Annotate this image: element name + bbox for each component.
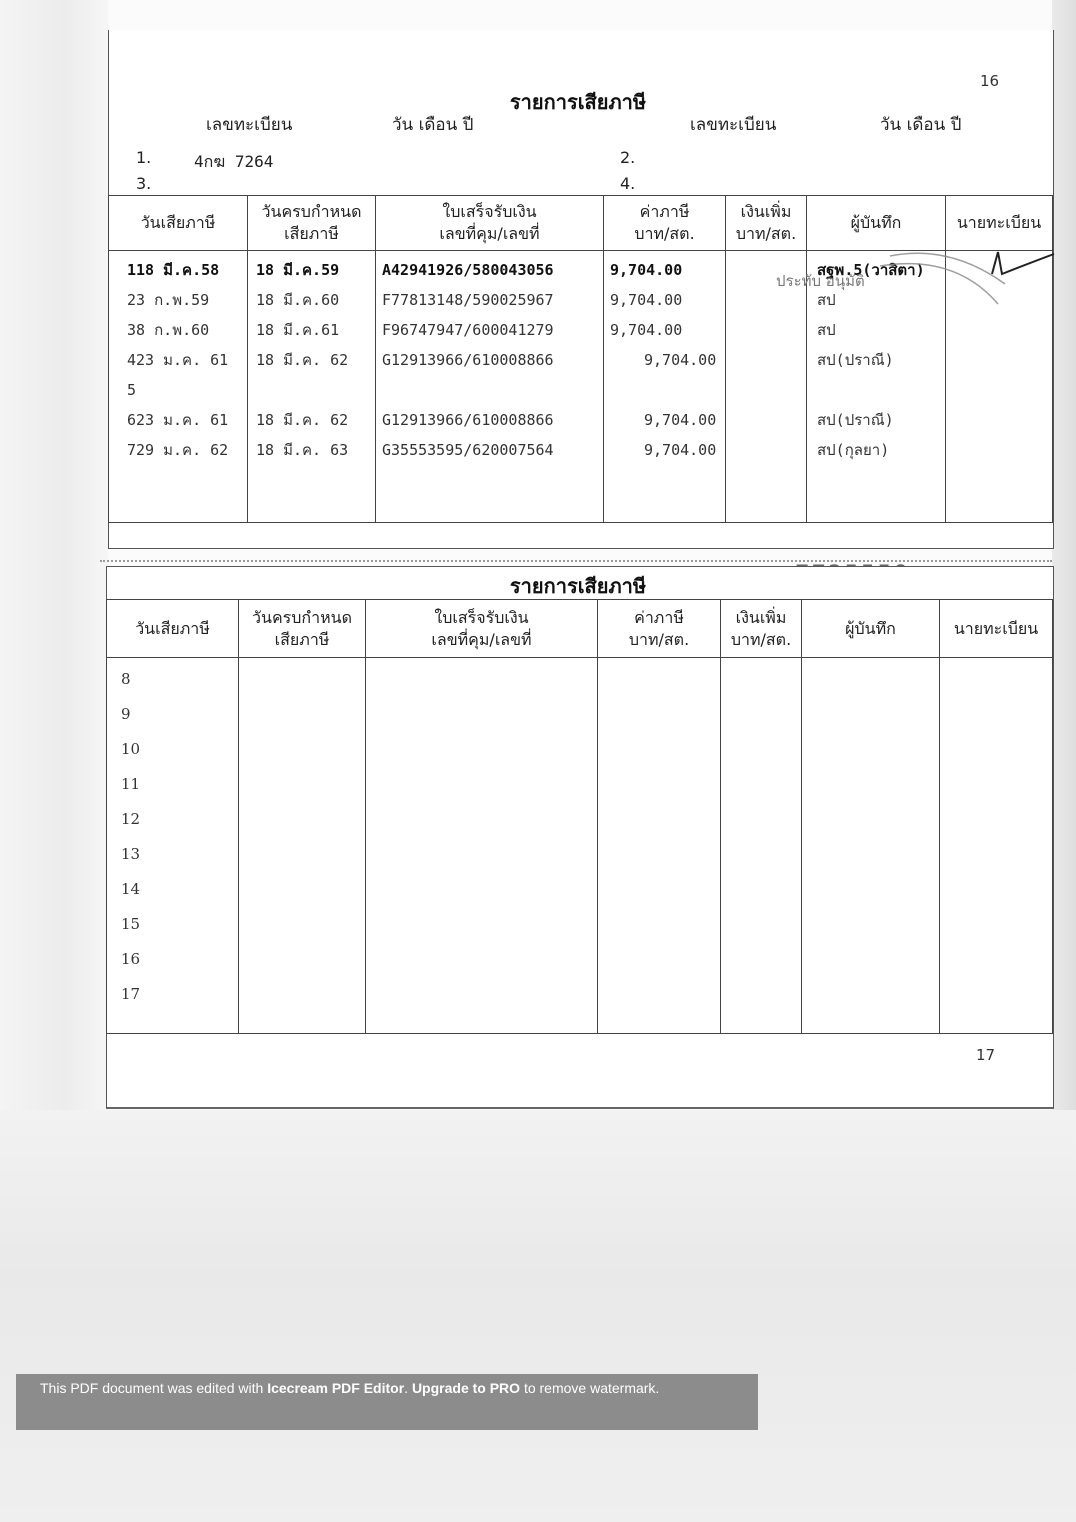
- tax-cell: 9,704.00: [644, 411, 717, 429]
- receipt-column: [376, 251, 603, 465]
- watermark-suffix: to remove watermark.: [520, 1380, 660, 1396]
- reg-label-1: เลขทะเบียน: [206, 115, 293, 135]
- recorder-cell: [817, 375, 945, 405]
- col-header-registrar: นายทะเบียน: [940, 600, 1053, 658]
- due-cell: 18 มี.ค. 62: [256, 351, 349, 369]
- stamp-text: ประทับ อนุมัติ: [776, 272, 865, 290]
- receipt-cell: F77813148/590025967: [382, 291, 554, 309]
- watermark-middle: .: [404, 1380, 412, 1396]
- col-header-receipt: ใบเสร็จรับเงิน เลขที่คุม/เลขที่: [366, 600, 598, 658]
- reg-entry-num-4: 4.: [620, 174, 636, 193]
- tax-cell: 9,704.00: [610, 321, 683, 339]
- due-date-column: [248, 251, 375, 465]
- registrar-cell: [946, 431, 1052, 461]
- row-number: 12: [121, 810, 141, 828]
- col-header-recorder: ผู้บันทึก: [807, 196, 946, 251]
- registrar-cell: [946, 371, 1052, 401]
- tax-cell: 9,704.00: [610, 261, 683, 279]
- watermark-upgrade-link[interactable]: Upgrade to PRO: [411, 1380, 521, 1396]
- col-header-extra: เงินเพิ่ม บาท/สต.: [726, 196, 807, 251]
- registrar-cell: [946, 401, 1052, 431]
- tax-cell: 9,704.00: [644, 441, 717, 459]
- table-body-row: [107, 658, 1053, 1034]
- recorder-cell: สป(กุลยา): [817, 441, 890, 459]
- editor-watermark-banner[interactable]: [16, 1374, 758, 1430]
- due-cell: 18 มี.ค.61: [256, 321, 340, 339]
- reg-entry-num-1: 1.: [136, 148, 152, 167]
- col-header-recorder: ผู้บันทึก: [802, 600, 940, 658]
- col-header-tax: ค่าภาษี บาท/สต.: [604, 196, 726, 251]
- paid-cell: 5: [127, 381, 137, 399]
- col-header-paid-date: วันเสียภาษี: [109, 196, 248, 251]
- date-label-1: วัน เดือน ปี: [392, 115, 474, 135]
- row-number: 13: [121, 845, 141, 863]
- watermark-prefix: This PDF document was edited with: [40, 1380, 268, 1396]
- reg-entry-num-2: 2.: [620, 148, 636, 167]
- registrar-cell: [946, 341, 1052, 371]
- receipt-cell: G12913966/610008866: [382, 351, 554, 369]
- scan-background-bottom: [0, 1110, 1076, 1522]
- signature-mark: [988, 248, 1058, 278]
- row-number: 16: [121, 950, 141, 968]
- reg-label-2: เลขทะเบียน: [690, 115, 777, 135]
- extra-cell: [726, 401, 806, 431]
- row-number: 11: [121, 775, 141, 793]
- due-cell: 18 มี.ค.60: [256, 291, 340, 309]
- due-cell: 18 มี.ค.59: [256, 261, 340, 279]
- paid-cell: 23 ก.พ.59: [127, 291, 210, 309]
- extra-cell: [726, 371, 806, 401]
- paid-cell: 118 มี.ค.58: [127, 261, 220, 279]
- col-header-tax: ค่าภาษี บาท/สต.: [598, 600, 721, 658]
- page-number-top: 16: [980, 72, 1000, 90]
- tax-cell: 9,704.00: [644, 351, 717, 369]
- receipt-cell: G12913966/610008866: [382, 411, 554, 429]
- row-number: 8: [121, 670, 131, 688]
- tax-cell: 9,704.00: [610, 291, 683, 309]
- due-cell: 18 มี.ค. 63: [256, 441, 349, 459]
- extra-cell: [726, 431, 806, 461]
- paid-cell: 423 ม.ค. 61: [127, 351, 229, 369]
- reg-entry-value-1: 4กฆ 7264: [194, 152, 274, 171]
- col-header-receipt: ใบเสร็จรับเงิน เลขที่คุม/เลขที่: [376, 196, 604, 251]
- tax-cell: [610, 375, 725, 405]
- page-number-bottom: 17: [976, 1046, 996, 1064]
- receipt-cell: A42941926/580043056: [382, 261, 554, 279]
- paid-cell: 729 ม.ค. 62: [127, 441, 229, 459]
- page-title-bottom: รายการเสียภาษี: [509, 574, 647, 598]
- recorder-cell: สป: [817, 291, 836, 309]
- receipt-cell: [382, 375, 603, 405]
- table-header-row: [107, 600, 1053, 658]
- row-number: 9: [121, 705, 131, 723]
- paid-date-column: [109, 251, 247, 465]
- extra-cell: [726, 341, 806, 371]
- col-header-paid-date: วันเสียภาษี: [107, 600, 239, 658]
- row-number: 10: [121, 740, 141, 758]
- col-header-due-date: วันครบกำหนด เสียภาษี: [239, 600, 366, 658]
- watermark-product: Icecream PDF Editor: [267, 1380, 405, 1396]
- recorder-cell: สป(ปราณี): [817, 351, 894, 369]
- row-number-column: [107, 658, 238, 1012]
- paid-cell: 38 ก.พ.60: [127, 321, 210, 339]
- page-title-top: รายการเสียภาษี: [509, 90, 647, 114]
- paid-cell: 623 ม.ค. 61: [127, 411, 229, 429]
- col-header-extra: เงินเพิ่ม บาท/สต.: [721, 600, 802, 658]
- recorder-cell: สป: [817, 321, 836, 339]
- receipt-cell: G35553595/620007564: [382, 441, 554, 459]
- col-header-due-date: วันครบกำหนด เสียภาษี: [248, 196, 376, 251]
- col-header-registrar: นายทะเบียน: [946, 196, 1053, 251]
- recorder-cell: สฐพ.5(วาสิตา): [817, 261, 925, 279]
- receipt-cell: F96747947/600041279: [382, 321, 554, 339]
- due-cell: [256, 375, 375, 405]
- table-header-row: [109, 196, 1053, 251]
- reg-entry-num-3: 3.: [136, 174, 152, 193]
- date-label-2: วัน เดือน ปี: [880, 115, 962, 135]
- row-number: 14: [121, 880, 141, 898]
- recorder-cell: สป(ปราณี): [817, 411, 894, 429]
- row-number: 17: [121, 985, 141, 1003]
- tax-table-bottom: [106, 599, 1053, 1034]
- due-cell: 18 มี.ค. 62: [256, 411, 349, 429]
- tax-column: [604, 251, 725, 465]
- row-number: 15: [121, 915, 141, 933]
